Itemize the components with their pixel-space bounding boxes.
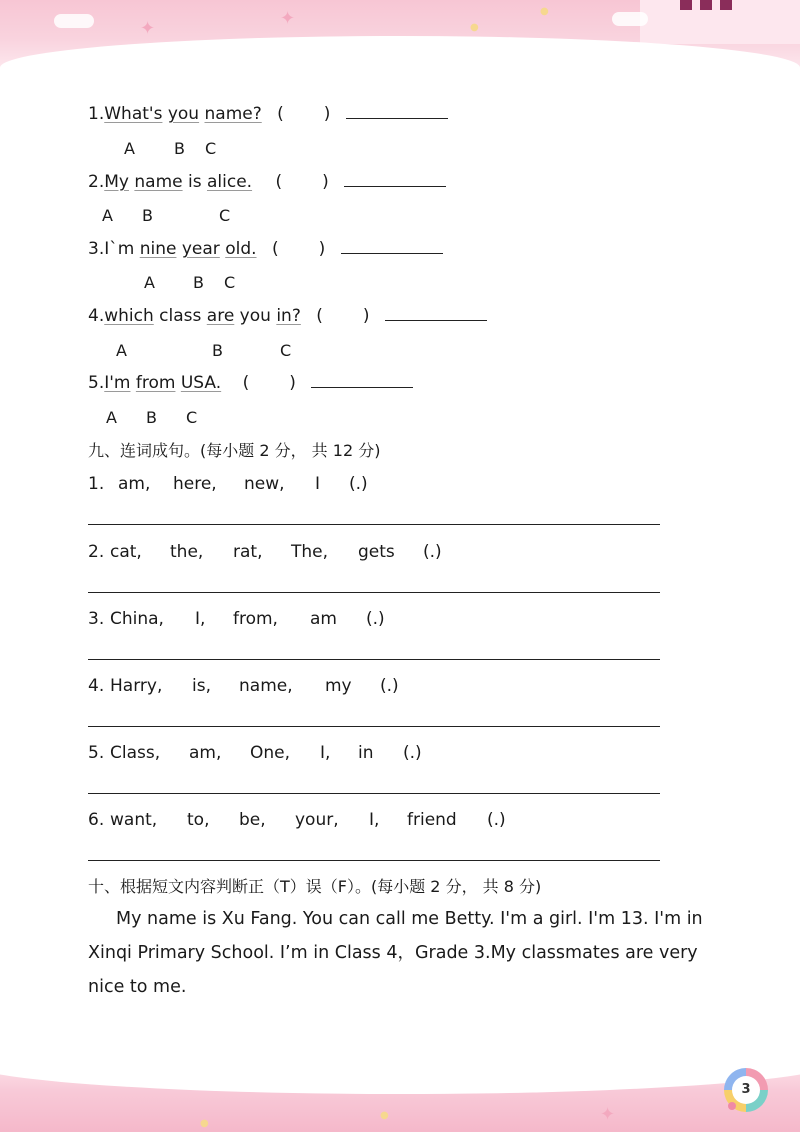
underlined-word-b: name [134,172,183,192]
question-5 [88,372,413,394]
word: in [358,743,374,763]
question-text: I`m [104,239,140,259]
word: am [310,609,337,629]
question-number: 5. [88,373,105,393]
answer-paren-close: ) [362,306,370,326]
choice-a: A [124,139,135,158]
choice-a: A [102,206,113,225]
word: cat, [110,542,142,562]
word: new, [244,474,285,494]
choice-b: B [193,273,204,292]
word: am, [189,743,222,763]
underlined-word-a: which [104,306,154,326]
sentence-6 [88,809,506,831]
word: gets [358,542,395,562]
answer-paren-close: ) [323,104,331,124]
question-text: class [153,306,207,326]
underlined-word-c: alice. [206,172,253,192]
sentence-5 [88,742,422,764]
answer-line-4[interactable] [88,726,660,727]
footer-curve [0,1034,800,1094]
underlined-word-c: old. [225,239,257,259]
underlined-word-a: My [104,172,129,192]
correction-blank[interactable] [311,373,413,388]
item-number: 3. [88,609,105,629]
star-decoration: ✦ [600,1104,616,1125]
question-1 [88,103,448,125]
answer-paren-close: ) [322,172,329,192]
correction-blank[interactable] [344,172,446,187]
tab-mark [720,0,732,10]
question-number: 4. [88,306,105,326]
answer-paren-open: ( [271,239,279,259]
word: name, [239,676,293,696]
item-number: 6. [88,810,105,830]
star-decoration: ✦ [280,8,296,29]
question-4 [88,305,487,327]
answer-line-6[interactable] [88,860,660,861]
sentence-4 [88,675,399,697]
underlined-word-c: USA. [180,373,222,393]
word: China, [110,609,164,629]
choice-c: C [186,408,198,427]
word: (.) [366,609,385,629]
word: my [325,676,352,696]
choice-b: B [174,139,185,158]
dot-decoration: ● [200,1118,209,1129]
cloud-decoration [612,12,648,26]
question-3 [88,238,443,260]
word: is, [192,676,211,696]
word: Class, [110,743,161,763]
word: The, [291,542,329,562]
dot-decoration: ● [470,22,479,33]
word: I, [320,743,331,763]
section-10-heading: 十、根据短文内容判断正（T）误（F）。(每小题 2 分， 共 8 分) [88,877,542,896]
word: One, [250,743,291,763]
page-number: 3 [732,1076,760,1104]
word: I [315,474,321,494]
correction-blank[interactable] [346,104,448,119]
answer-paren-open: ( [277,104,284,124]
choice-a: A [144,273,155,292]
question-text: is [182,172,207,192]
word: rat, [233,542,263,562]
choice-a: A [106,408,117,427]
choice-b: B [212,341,223,360]
word: from, [233,609,278,629]
word: be, [239,810,266,830]
item-number: 1. [88,474,105,494]
choice-c: C [205,139,217,158]
underlined-word-c: in? [276,306,301,326]
word: (.) [487,810,506,830]
reading-passage [88,902,728,1004]
star-decoration: ✦ [140,18,156,39]
word: (.) [380,676,399,696]
correction-blank[interactable] [341,239,443,254]
underlined-word-a: I'm [104,373,131,393]
answer-line-1[interactable] [88,524,660,525]
underlined-word-b: year [181,239,220,259]
word: here, [173,474,217,494]
header-tab-decoration [640,0,800,44]
tab-mark [680,0,692,10]
passage-line-3: nice to me. [88,977,187,997]
underlined-word-b: from [135,373,176,393]
choice-a: A [116,341,127,360]
underlined-word-a: What's [104,104,163,124]
answer-line-5[interactable] [88,793,660,794]
word: Harry, [110,676,163,696]
item-number: 2. [88,542,105,562]
dot-decoration: ● [540,6,549,17]
choice-c: C [224,273,236,292]
section-9-heading: 九、连词成句。(每小题 2 分， 共 12 分) [88,441,381,460]
question-2 [88,171,446,193]
answer-line-3[interactable] [88,659,660,660]
tab-mark [700,0,712,10]
question-number: 3. [88,239,105,259]
header-curve [0,36,800,96]
word: (.) [403,743,422,763]
answer-line-2[interactable] [88,592,660,593]
answer-paren-close: ) [289,373,296,393]
word: your, [295,810,339,830]
item-number: 5. [88,743,105,763]
word: I, [369,810,380,830]
underlined-word-a: nine [139,239,177,259]
dot-decoration: ● [380,1110,389,1121]
choice-b: B [146,408,157,427]
underlined-word-b: you [167,104,200,124]
word: am, [118,474,151,494]
word: friend [407,810,457,830]
answer-paren-open: ( [275,172,283,192]
choice-b: B [142,206,153,225]
question-number: 2. [88,172,105,192]
item-number: 4. [88,676,105,696]
sentence-2 [88,541,442,563]
choice-c: C [219,206,231,225]
sentence-3 [88,608,385,630]
word: (.) [423,542,442,562]
sentence-1 [88,473,368,495]
answer-paren-close: ) [318,239,326,259]
word: (.) [349,474,368,494]
choice-c: C [280,341,292,360]
word: want, [110,810,158,830]
cloud-decoration [54,14,94,28]
underlined-word-c: name? [204,104,262,124]
underlined-word-b: are [206,306,235,326]
correction-blank[interactable] [385,306,487,321]
answer-paren-open: ( [242,373,250,393]
word: I, [195,609,206,629]
question-number: 1. [88,104,105,124]
word: the, [170,542,204,562]
passage-line-2: Xinqi Primary School. I’m in Class 4，Grade 3.My classmates are very [88,943,698,963]
word: to, [187,810,210,830]
badge-bubble-decoration [728,1102,736,1110]
question-text: you [234,306,277,326]
answer-paren-open: ( [316,306,323,326]
passage-line-1: My name is Xu Fang. You can call me Betty. I'm a girl. I'm 13. I'm in [116,909,703,929]
